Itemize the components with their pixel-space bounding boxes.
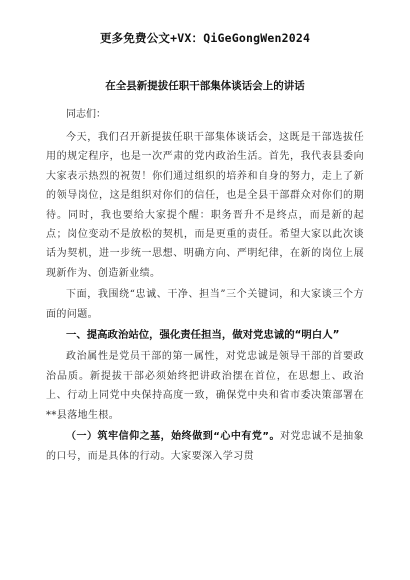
section-heading-1: 一、提高政治站位，强化责任担当，做对党忠诚的“明白人”	[66, 329, 340, 342]
subsection-1-paragraph	[46, 427, 364, 466]
intro-paragraph: 今天，我们召开新提拔任职干部集体谈话会，这既是干部选拔任用的规定程序，也是一次严肃的党内政治生活。首先，我代表县委向大家表示热烈的祝贺！你们通过组织的培养和自身的努力，走上了新的领导岗位，这是组织对你们的信任，也是全县干部群众对你们的期待。同时，我也要给大家提个醒：职务晋升不是终点，而是新的起点；岗位变动不是放松的契机，而是更重的责任。希望大家以此次谈话为契机，进一步统一思想、明确方向、严明纪律，在新的岗位上展现新作为、创造新业绩。	[46, 132, 364, 279]
document-title: 在全县新提拔任职干部集体谈话会上的讲话	[105, 80, 305, 92]
outline-paragraph: 下面，我围绕“忠诚、干净、担当”三个关键词，和大家谈三个方面的问题。	[46, 289, 364, 320]
subsection-1-text: 对党忠诚不是抽象的口号，而是具体的行动。大家要深入学习贯	[46, 431, 364, 462]
subsection-heading-1: （一）筑牢信仰之基，始终做到“心中有党”。	[66, 431, 280, 443]
promo-banner: 更多免费公文+VX：QiGeGongWen2024	[99, 31, 311, 45]
salutation: 同志们：	[66, 109, 106, 120]
section-1-paragraph: 政治属性是党员干部的第一属性，对党忠诚是领导干部的首要政治品质。新提拔干部必须始终把讲政治摆在首位，在思想上、政治上、行动上同党中央保持高度一致，确保党中央和省市委决策部署在**县落地生根。	[46, 351, 364, 421]
